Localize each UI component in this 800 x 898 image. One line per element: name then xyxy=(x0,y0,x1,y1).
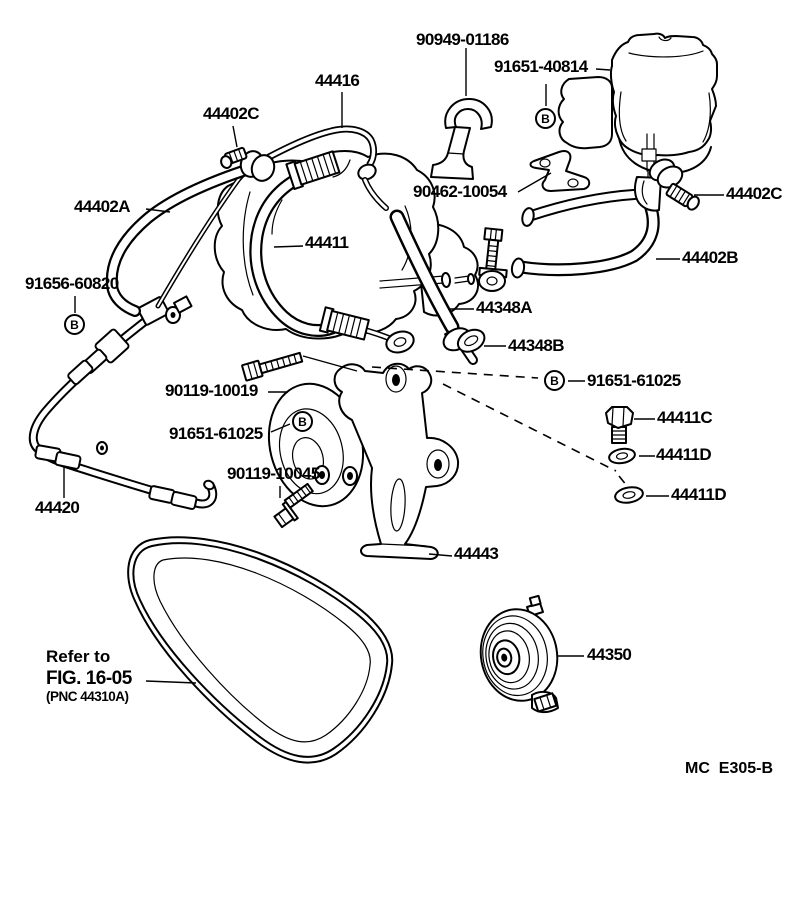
drawing-code: MC E305-B xyxy=(685,760,774,777)
callout-44420: 44420 xyxy=(35,498,80,517)
clamp-bolt xyxy=(479,228,507,291)
callout-44411d-upper: 44411D xyxy=(656,445,712,464)
callout-44348a: 44348A xyxy=(476,298,532,317)
callout-44402c-left: 44402C xyxy=(203,104,259,123)
washer-44411d-upper xyxy=(608,447,636,465)
bolt-marker-b-icon: B xyxy=(544,370,565,391)
reservoir-stay-bracket xyxy=(530,151,589,191)
figure-reference-note xyxy=(46,648,132,704)
callout-91656-60820: 91656-60820 xyxy=(25,274,119,293)
callout-91651-40814: 91651-40814 xyxy=(494,57,588,76)
callout-44411d-lower: 44411D xyxy=(671,485,727,504)
callout-44402a: 44402A xyxy=(74,197,130,216)
figure-reference-line3: (PNC 44310A) xyxy=(46,689,129,704)
callout-44348b: 44348B xyxy=(508,336,564,355)
suction-hose-upper xyxy=(521,194,641,227)
callout-44443: 44443 xyxy=(454,544,499,563)
bolt-marker-b-icon: B xyxy=(292,411,313,432)
callout-91651-61025-right: 91651-61025 xyxy=(587,371,681,390)
washer-44411d-lower xyxy=(614,485,644,505)
callout-44402b: 44402B xyxy=(682,248,738,267)
pump-pulley xyxy=(474,596,565,712)
callout-90119-10045: 90119-10045 xyxy=(227,464,320,483)
reservoir-bracket-plate xyxy=(559,77,612,148)
callout-44411: 44411 xyxy=(305,233,349,252)
callout-44402c-right: 44402C xyxy=(726,184,782,203)
bolt-marker-b-icon: B xyxy=(535,108,556,129)
bolt-marker-b-icon: B xyxy=(64,314,85,335)
bolt-44411c xyxy=(606,407,633,443)
callout-44350: 44350 xyxy=(587,645,632,664)
bolt-90119-10019 xyxy=(242,349,303,381)
pipe-union-fitting xyxy=(137,296,191,325)
figure-reference-line1: Refer to xyxy=(46,647,111,666)
hose-clamp-bracket xyxy=(431,99,492,179)
callout-44416: 44416 xyxy=(315,71,360,90)
callout-90119-10019: 90119-10019 xyxy=(165,381,258,400)
callout-91651-61025-left: 91651-61025 xyxy=(169,424,263,443)
callout-44411c: 44411C xyxy=(657,408,713,427)
drive-belt xyxy=(128,537,392,762)
callout-90949-01186: 90949-01186 xyxy=(416,30,509,49)
return-pipe xyxy=(33,296,215,509)
figure-reference-line2: FIG. 16-05 xyxy=(46,668,132,689)
callout-90462-10054: 90462-10054 xyxy=(413,182,507,201)
